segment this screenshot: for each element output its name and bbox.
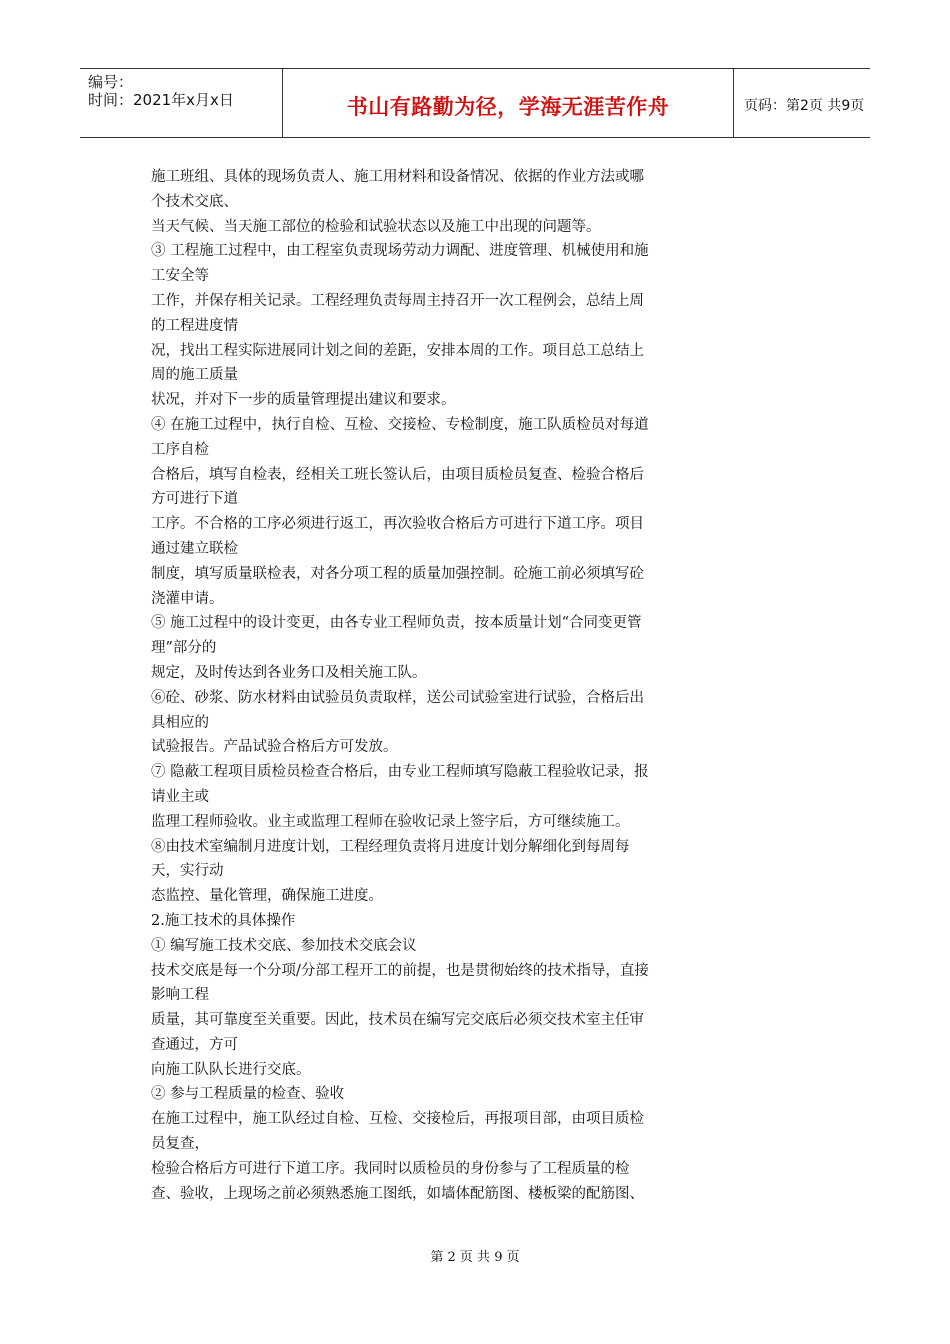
body-text-line: 况，找出工程实际进展同计划之间的差距，安排本周的工作。项目总工总结上 xyxy=(151,342,644,359)
body-text-line: 请业主或 xyxy=(151,788,209,805)
page-footer: 第 2 页 共 9 页 xyxy=(430,1250,520,1265)
header-page-number: 页码：第2页 共9页 xyxy=(744,98,865,114)
body-text-line: 技术交底是每一个分项/分部工程开工的前提，也是贯彻始终的技术指导，直接 xyxy=(151,962,649,979)
header-motto-cell xyxy=(282,69,734,137)
body-text-line: ① 编写施工技术交底、参加技术交底会议 xyxy=(151,937,417,954)
body-text-line: 施工班组、具体的现场负责人、施工用材料和设备情况、依据的作业方法或哪 xyxy=(151,169,644,185)
body-text-line: ② 参与工程质量的检查、验收 xyxy=(151,1086,345,1103)
body-text-line: 合格后，填写自检表，经相关工班长签认后，由项目质检员复查、检验合格后 xyxy=(151,466,644,483)
body-text-line: 监理工程师验收。业主或监理工程师在验收记录上签字后，方可继续施工。 xyxy=(151,813,630,830)
body-text-line: 工作，并保存相关记录。工程经理负责每周主持召开一次工程例会，总结上周 xyxy=(151,292,644,309)
document-date-label: 时间：2021年x月x日 xyxy=(88,91,234,109)
body-text-line: 试验报告。产品试验合格后方可发放。 xyxy=(151,739,398,756)
body-text-line: 质量，其可靠度至关重要。因此，技术员在编写完交底后必须交技术室主任审 xyxy=(151,1012,644,1029)
body-text-line: 个技术交底、 xyxy=(151,193,238,210)
body-text-line: 查、验收，上现场之前必须熟悉施工图纸，如墙体配筋图、楼板梁的配筋图、 xyxy=(151,1185,644,1202)
body-text-line: 工序。不合格的工序必须进行返工，再次验收合格后方可进行下道工序。项目 xyxy=(151,516,644,533)
body-text-line: 状况，并对下一步的质量管理提出建议和要求。 xyxy=(151,392,456,409)
body-text-line: ⑦ 隐蔽工程项目质检员检查合格后，由专业工程师填写隐蔽工程验收记录，报 xyxy=(151,764,649,781)
header-motto: 书山有路勤为径，学海无涯苦作舟 xyxy=(346,95,670,119)
body-text-line: 具相应的 xyxy=(151,714,209,731)
body-text-line: ④ 在施工过程中，执行自检、互检、交接检、专检制度，施工队质检员对每道 xyxy=(151,416,649,433)
document-body xyxy=(151,165,731,1206)
body-text-line: 检验合格后方可进行下道工序。我同时以质检员的身份参与了工程质量的检 xyxy=(151,1160,630,1177)
body-text-line: 在施工过程中，施工队经过自检、互检、交接检后，再报项目部，由项目质检 xyxy=(151,1111,644,1128)
body-text-line: ⑧由技术室编制月进度计划，工程经理负责将月进度计划分解细化到每周每 xyxy=(151,838,630,855)
body-text-line: ⑥砼、砂浆、防水材料由试验员负责取样，送公司试验室进行试验，合格后出 xyxy=(151,689,644,706)
body-text-line: 方可进行下道 xyxy=(151,491,238,508)
body-text-line: 2.施工技术的具体操作 xyxy=(151,912,296,929)
page-header xyxy=(80,68,870,138)
body-text-line: 工安全等 xyxy=(151,268,209,285)
body-text-line: 当天气候、当天施工部位的检验和试验状态以及施工中出现的问题等。 xyxy=(151,218,601,235)
document-number-label: 编号： xyxy=(88,73,134,91)
body-text-line: 员复查， xyxy=(151,1136,209,1153)
body-text-line: 的工程进度情 xyxy=(151,317,238,334)
body-text-line: 规定，及时传达到各业务口及相关施工队。 xyxy=(151,664,427,681)
body-text-line: 影响工程 xyxy=(151,987,209,1004)
body-text-line: 态监控、量化管理，确保施工进度。 xyxy=(151,888,383,905)
body-text-line: 工序自检 xyxy=(151,441,209,458)
body-text-line: 查通过，方可 xyxy=(151,1036,238,1053)
body-text-line: 理”部分的 xyxy=(151,640,217,657)
header-page-cell xyxy=(734,69,870,137)
body-text-line: ③ 工程施工过程中，由工程室负责现场劳动力调配、进度管理、机械使用和施 xyxy=(151,243,649,260)
body-text-line: 浇灌申请。 xyxy=(151,590,224,607)
body-text-line: 周的施工质量 xyxy=(151,367,238,384)
body-text-line: ⑤ 施工过程中的设计变更，由各专业工程师负责，按本质量计划“合同变更管 xyxy=(151,615,642,632)
body-text-line: 制度，填写质量联检表，对各分项工程的质量加强控制。砼施工前必须填写砼 xyxy=(151,565,644,582)
body-text-line: 天，实行动 xyxy=(151,863,224,880)
body-text-line: 向施工队队长进行交底。 xyxy=(151,1061,311,1078)
body-text-line: 通过建立联检 xyxy=(151,540,238,557)
header-meta-cell xyxy=(80,69,282,137)
